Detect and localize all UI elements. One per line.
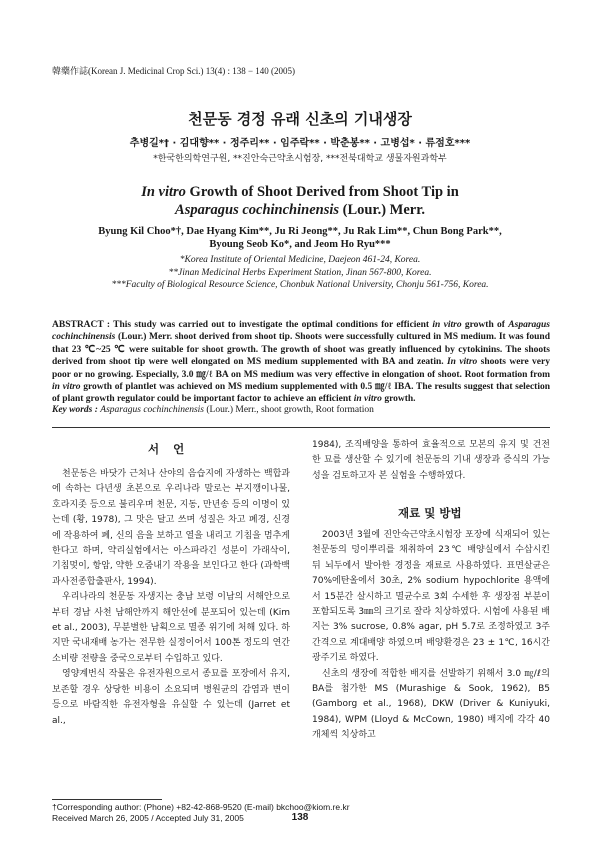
intro-paragraph-3: 영양계번식 작물은 유전자원으로서 종묘를 포장에서 유지, 보존할 경우 상당한 비용이 소요되며 병원균의 감염과 변이 등으로 바람직한 유전자형을 유실할 수 있는데 (Jarret et al., (52, 669, 290, 726)
corresponding-author: †Corresponding author: (Phone) +82-42-868-9520 (E-mail) bkchoo@kiom.re.kr (52, 802, 350, 812)
abstract-italic: in vitro (432, 320, 462, 330)
affiliation-3: ***Faculty of Biological Resource Science, Chonbuk National University, Chonju 561-756, Korea. (111, 280, 489, 290)
abstract-label: ABSTRACT : (52, 320, 114, 330)
right-column (312, 528, 550, 744)
title-rest-1: Growth of Shoot Derived from Shoot Tip in (185, 184, 459, 200)
korean-affiliations: *한국한의학연구원, **진안숙근약초시험장, ***전북대학교 생물자원과학부 (153, 154, 447, 164)
english-affiliations (0, 254, 600, 292)
intro-paragraph-1: 천문동은 바닷가 근처나 산야의 음습지에 자생하는 백합과에 속하는 다년생 초본으로 우리나라 말로는 부지깽이나물, 호라지좃 등으로 불리우며 천문, 지동, 만년송 등의 이명이 있는데 (황, 1978), 그 맛은 달고 쓰며 성질은 차고 폐경, 신경에 작용하여 폐, 신의 음을 보하고 열을 내리고 기침을 멈추게 한다고 하며, 약리실험에서는 아스파라긴 성분이 가래삭이, 기침멎이, 항암, 약한 오줌내기 작용을 보인다고 한다 (과학백과사전종합출판사, 1994). (52, 469, 290, 587)
abstract-italic: Asparagus cochinchinensis (52, 320, 550, 343)
abstract-text: This study was carried out to investigate the optimal conditions for efficient (113, 320, 433, 330)
intro-paragraph-2: 우리나라의 천문동 자생지는 충남 보령 이남의 서해안으로부터 경남 사천 남해안까지 해안선에 분포되어 있는데 (Kim et al., 2003), 무분별한 남획으로 멸종 위기에 처해 있다. 하지만 국내재배 농가는 전무한 실정이어서 100톤 정도의 연간 소비량 전량을 중국으로부터 수입하고 있다. (52, 592, 290, 664)
keywords-rest: (Lour.) Merr., shoot growth, Root formation (204, 405, 374, 415)
received-accepted: Received March 26, 2005 / Accepted July 31, 2005 (52, 813, 244, 823)
keywords (52, 404, 550, 416)
korean-authors: 추병길*† · 김대향** · 정주리** · 임주락** · 박춘봉** · 고병섭* · 류점호*** (129, 138, 471, 149)
journal-citation: 韓藥作誌(Korean J. Medicinal Crop Sci.) 13(4) : 138 − 140 (2005) (52, 66, 296, 76)
english-authors-line1: Byung Kil Choo*†, Dae Hyang Kim**, Ju Ri Jeong**, Ju Rak Lim**, Chun Bong Park**, (98, 226, 502, 237)
right-column-top (312, 438, 550, 484)
abstract-text: growth. (381, 394, 416, 405)
divider (52, 427, 550, 428)
footnote-divider (52, 799, 162, 800)
affiliation-1: *Korea Institute of Oriental Medicine, Daejeon 461-24, Korea. (179, 255, 421, 265)
title-rest-2: (Lour.) Merr. (339, 202, 425, 218)
abstract-text: growth of plantlet was achieved on MS medium supplemented with 0.5 ㎎/ℓ IBA. The results suggest that selection of plant growth regulator could be important factor to achieve an efficient (52, 382, 550, 405)
left-column (52, 467, 290, 729)
keywords-species: Asparagus cochinchinensis (100, 405, 204, 415)
methods-paragraph-1: 2003년 3월에 진안숙근약초시험장 포장에 식재되어 있는 천문동의 덩이뿌리를 채취하여 23℃ 배양실에서 수삽시킨 뒤 뇌두에서 발아한 경정을 재료로 사용하였다. 표면살균은 70%에탄올에서 30초, 2% sodium hypochlorite 용액에서 15분간 살시하고 멸균수로 3회 수세한 후 생장점 부분이 포함되도록 3㎜의 크기로 잘라 치상하였다. 시험에 사용된 배지는 3% sucrose, 0.8% agar, pH 5.7로 조정하였고 3주 간격으로 계대배양 하였으며 배양환경은 23 ± 1℃, 16시간 광주기로 하였다. (312, 530, 550, 664)
abstract-text: shoots were very poor or no growing. Especially, 3.0 ㎎/ℓ BA on MS medium was very effective in elongation of shoot. Root formation from (52, 357, 550, 380)
methods-heading: 재료 및 방법 (398, 506, 462, 520)
keywords-label: Key words : (52, 405, 101, 415)
abstract (52, 319, 550, 406)
intro-continued: 1984), 조직배양을 통하여 효율적으로 모본의 유지 및 건전한 묘를 생산할 수 있기에 천문동의 기내 생장과 증식의 가능성을 검토하고자 본 실험을 수행하였다. (312, 440, 550, 481)
english-title-line1 (0, 183, 600, 201)
abstract-text: growth of (461, 320, 509, 330)
english-title (0, 183, 600, 219)
english-authors-line2: Byoung Seob Ko*, and Jeom Ho Ryu*** (209, 239, 391, 250)
korean-title: 천문동 경정 유래 신초의 기내생장 (188, 110, 412, 128)
title-species: Asparagus cochinchinensis (175, 202, 340, 218)
abstract-italic: in vitro (52, 382, 81, 393)
english-authors (0, 225, 600, 251)
abstract-italic: In vitro (446, 357, 478, 368)
page-number: 138 (291, 812, 309, 823)
intro-heading: 서언 (148, 442, 199, 456)
title-italic: In vitro (141, 184, 186, 200)
abstract-text: (Lour.) Merr. shoot derived from shoot tip. Shoots were successfully cultured in MS medium. It was found that 23 ℃~25 ℃ were suitable for shoot growth. The growth of shoot was greatly influenced by cytokinins. The shoots derived from shoot tip were well elongated on MS medium supplemented with BA and zeatin. (52, 332, 550, 368)
english-title-line2 (0, 201, 600, 219)
methods-paragraph-2: 신초의 생장에 적합한 배지를 선발하기 위해서 3.0 ㎎/ℓ의 BA를 첨가한 MS (Murashige & Sook, 1962), B5 (Gamborg et al., 1968), DKW (Driver & Kuniyuki, 1984), WPM (Lloyd & McCown, 1980) 배지에 각각 40개체씩 치상하고 (312, 668, 550, 741)
abstract-italic: in vitro (353, 394, 382, 405)
affiliation-2: **Jinan Medicinal Herbs Experiment Station, Jinan 567-800, Korea. (168, 267, 432, 278)
